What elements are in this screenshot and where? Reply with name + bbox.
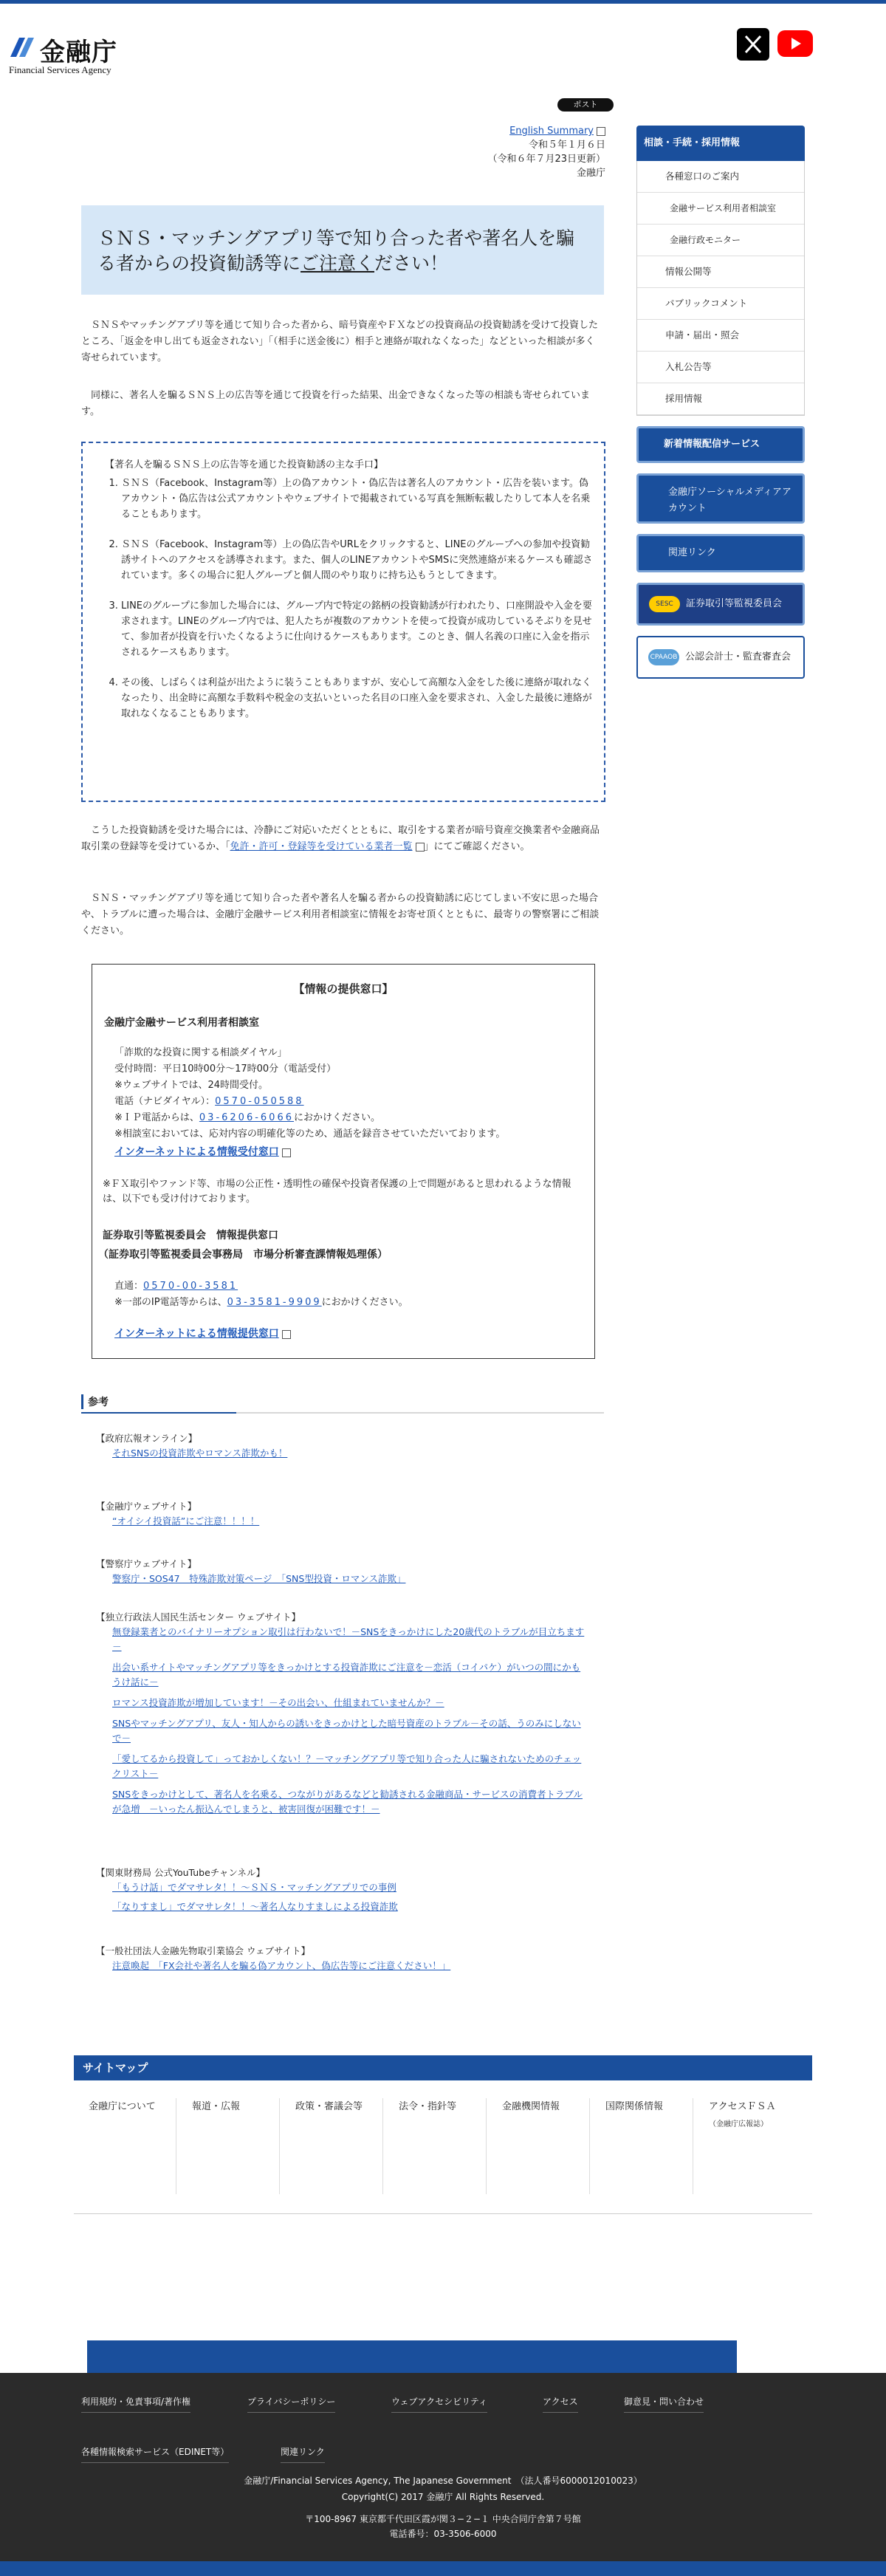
ref-link[interactable]: “オイシイ投資話”にご注意！！！！ [112, 1515, 260, 1527]
external-link-icon [416, 843, 425, 852]
sidebar-item-tenders[interactable]: 入札公告等 [637, 352, 804, 383]
navi-dial-line [114, 1095, 304, 1109]
sesc-logo: SESC [649, 596, 680, 612]
sidebar [636, 126, 805, 679]
ref-link[interactable]: 警察庁・SOS47 特殊詐欺対策ページ 「SNS型投資・ロマンス詐欺」 [112, 1573, 406, 1584]
fsa-logo-mark-icon [9, 36, 38, 58]
footer-phone: 電話番号：03-3506-6000 [389, 2529, 497, 2539]
page-title-box [81, 205, 604, 295]
navi-dial-number[interactable]: 0570-050588 [215, 1096, 304, 1107]
dial-name: 「詐欺的な投資に関する相談ダイヤル」 [114, 1047, 287, 1058]
update-date: （令和６年７月23日更新） [487, 154, 605, 165]
scam-methods-heading: 【著名人を騙るＳＮＳ上の広告等を通じた投資勧誘の主な手口】 [105, 459, 384, 470]
sesc-label: 証券取引等監視委員会 [686, 598, 783, 609]
access-fsa-label: アクセスＦＳＡ [709, 2101, 776, 2112]
footer-agency: 金融庁/Financial Services Agency, The Japanese Government （法人番号6000012010023） [244, 2476, 642, 2486]
footer-link-privacy[interactable]: プライバシーポリシー [247, 2395, 335, 2413]
external-link-icon [282, 1330, 291, 1339]
ip-phone-number-2[interactable]: 03-3581-9909 [227, 1297, 322, 1308]
sidebar-item-contact[interactable]: 各種窓口のご案内 [637, 161, 804, 193]
consult-paragraph: ＳＮＳ・マッチングアプリ等を通じて知り合った者や著名人を騙る者からの投資勧誘に応じてしまい不安に思った場合や、トラブルに遭った場合は、金融庁金融サービス利用者相談室に情報をお寄せ頂くとともに、最寄りの警察署にご相談ください。 [81, 893, 600, 936]
ref-link[interactable]: SNSをきっかけとして、著名人を名乗る、つながりがあるなどと勧誘される金融商品・サービスの消費者トラブルが急増 －いったん振込んでしまうと、被害回復が困難です！－ [112, 1789, 583, 1815]
page-meta [487, 124, 605, 180]
ref-group-ncac [96, 1610, 613, 1817]
internet-report-link[interactable]: インターネットによる情報提供窓口 [114, 1328, 279, 1340]
sidebar-item-recruitment[interactable]: 採用情報 [637, 383, 804, 415]
scam-methods-box [81, 442, 605, 802]
ref-link[interactable]: 出会い系サイトやマッチングアプリ等をきっかけとする投資詐欺にご注意を－恋活（コイパケ）がいつの間にかもうけ話に－ [112, 1662, 581, 1688]
list-item: 2. ＳＮＳ（Facebook、Instagram等）上の偽広告やURLをクリックすると、LINEのグループへの参加や投資勧誘サイトへのアクセスを誘導されます。また、個人のLINEアカウントやSMSに突然連絡が来るケースも確認されています。多くの場合に犯人グループと個人間のやり取りに持ち込もうとしてきます。 [121, 537, 594, 583]
ref-group-name: 【関東財務局 公式YouTubeチャンネル】 [96, 1867, 266, 1878]
contact-info-box [92, 964, 595, 1359]
sesc-office-name: 証券取引等監視委員会 情報提供窓口 [103, 1230, 278, 1241]
ip-phone-text-2: ※一部のIP電話等からは、 [114, 1297, 227, 1308]
reference-divider [81, 1412, 604, 1414]
youtube-icon[interactable] [777, 30, 813, 57]
list-item: 1. ＳＮＳ（Facebook、Instagram等）上の偽アカウント・偽広告は著名人のアカウント・広告を装います。偽アカウント・偽広告は公式アカウントやウェブサイトで掲載されている写真を無断転載したりして本人を名乗ることもあります。 [121, 476, 594, 522]
x-post-label: ポスト [573, 100, 598, 109]
registered-firms-link[interactable]: 免許・許可・登録等を受けている業者一覧 [230, 841, 413, 852]
ref-group-name: 【政府広報オンライン】 [96, 1433, 198, 1444]
sidebar-item-monitor[interactable]: 金融行政モニター [637, 225, 804, 256]
sitemap-link-about[interactable]: 金融庁について [89, 2098, 176, 2194]
x-post-button[interactable] [557, 98, 614, 112]
sitemap-link-international[interactable]: 国際関係情報 [605, 2098, 693, 2194]
sitemap [74, 2080, 812, 2214]
internet-report-line [114, 1326, 291, 1342]
page-title [97, 226, 592, 276]
bottom-accent-bar [0, 2561, 886, 2576]
external-link-icon [282, 1148, 291, 1157]
ip-phone-line [114, 1111, 380, 1126]
footer-link-terms[interactable]: 利用規約・免責事項/著作権 [81, 2395, 190, 2413]
title-underlined: ご注意く [301, 253, 375, 274]
scam-methods-list [105, 476, 594, 736]
ref-link[interactable]: それSNSの投資詐欺やロマンス詐欺かも！ [112, 1448, 288, 1459]
sesc-button[interactable] [636, 583, 805, 626]
internet-reception-link[interactable]: インターネットによる情報受付窓口 [114, 1146, 279, 1158]
sitemap-link-institutions[interactable]: 金融機関情報 [502, 2098, 590, 2194]
footer-link-related[interactable]: 関連リンク [281, 2445, 325, 2463]
title-part2: ださい！ [374, 253, 449, 274]
publish-date: 令和５年１月６日 [528, 140, 605, 151]
ref-group-name: 【一般社団法人金融先物取引業協会 ウェブサイト】 [96, 1945, 311, 1956]
site-header [0, 4, 886, 81]
sitemap-link-press[interactable]: 報道・広報 [192, 2098, 280, 2194]
sidebar-item-public-comment[interactable]: パブリックコメント [637, 288, 804, 320]
ref-link[interactable]: ロマンス投資詐欺が増加しています！－その出会い、仕組まれていませんか？－ [112, 1697, 444, 1708]
list-item: 4. その後、しばらくは利益が出たように装うこともありますが、安心して高額な入金をした後に連絡が取れなくなったり、出金時に高額な手数料や税金の支払いといった名目の口座入金を要求され、入金した最後に連絡が取れなくなることもあります。 [121, 675, 594, 722]
ref-group-fsa [96, 1499, 613, 1529]
footer-link-edinet[interactable]: 各種情報検索サービス（EDINET等） [81, 2445, 229, 2463]
news-delivery-button[interactable]: 新着情報配信サービス [636, 426, 805, 463]
related-links-button[interactable]: 関連リンク [636, 534, 805, 572]
ref-group-name: 【警察庁ウェブサイト】 [96, 1558, 197, 1569]
footer-link-access[interactable]: アクセス [543, 2395, 578, 2413]
footer-address: 〒100-8967 東京都千代田区霞が関３−２−１ 中央合同庁舎第７号館 [305, 2514, 581, 2524]
sidebar-list [636, 161, 805, 416]
ip-phone-line-2 [114, 1295, 408, 1310]
ref-group-ffaj [96, 1944, 613, 1973]
sidebar-item-applications[interactable]: 申請・届出・照会 [637, 320, 804, 352]
logo-name: 金融庁 [40, 38, 117, 67]
sitemap-link-policy[interactable]: 政策・審議会等 [295, 2098, 383, 2194]
cpaaob-button[interactable] [636, 636, 805, 679]
reception-hours: 受付時間：平日10時00分〜17時00分（電話受付） [114, 1063, 337, 1075]
web-24h-note: ※ウェブサイトでは、24時間受付。 [114, 1080, 269, 1091]
sidebar-heading: 相談・手続・採用情報 [636, 126, 805, 161]
ref-link[interactable]: 「愛してるから投資して」っておかしくない！？－マッチングアプリ等で知り合った人に騙されないためのチェックリスト－ [112, 1753, 582, 1779]
reference-divider-accent [81, 1412, 236, 1414]
sitemap-heading: サイトマップ [74, 2055, 812, 2080]
ref-group-kanto [96, 1866, 613, 1914]
intro-paragraph-2: 同様に、著名人を騙るＳＮＳ上の広告等を通じて投資を行った結果、出金できなくなった等の相談も寄せられています。 [81, 390, 591, 417]
recording-note: ※相談室においては、応対内容の明確化等のため、通話を録音させていただいております。 [114, 1128, 506, 1140]
ref-link[interactable]: 無登録業者とのバイナリーオプション取引は行わないで！－SNSをきっかけにした20歳代のトラブルが目立ちます－ [112, 1626, 585, 1652]
footer-accent [87, 2340, 737, 2373]
x-twitter-icon[interactable] [737, 28, 769, 61]
advice-paragraph [81, 823, 604, 855]
sitemap-link-laws[interactable]: 法令・指針等 [399, 2098, 487, 2194]
footer-copyright: Copyright(C) 2017 金融庁 All Rights Reserved. [341, 2492, 545, 2502]
intro-paragraph-1: ＳＮＳやマッチングアプリ等を通じて知り合った者から、暗号資産やＦＸなどの投資商品の投資勧誘を受けて投資したところ、「返金を申し出ても返金されない」「（相手に送金後に）相手と連絡が取れなくなった」などといった相談が多く寄せられています。 [81, 320, 599, 363]
fsa-logo[interactable] [9, 32, 142, 78]
ref-link[interactable]: 注意喚起 「FX会社や著名人を騙る偽アカウント、偽広告等にご注意ください！」 [112, 1960, 451, 1971]
footer-link-accessibility[interactable]: ウェブアクセシビリティ [391, 2395, 487, 2413]
cpaaob-label: 公認会計士・監査審査会 [685, 651, 791, 662]
ip-phone-suffix: におかけください。 [294, 1112, 381, 1123]
sitemap-link-access-fsa[interactable] [709, 2098, 796, 2194]
ref-group-police [96, 1557, 613, 1586]
ref-group-name: 【金融庁ウェブサイト】 [96, 1501, 197, 1512]
ref-link[interactable]: 「なりすまし」でダマサレタ！！～著名人なりすましによる投資詐欺 [112, 1901, 398, 1912]
site-footer [0, 2373, 886, 2561]
internet-reception-line [114, 1145, 291, 1160]
ref-group-name: 【独立行政法人国民生活センター ウェブサイト】 [96, 1611, 301, 1623]
ip-phone-text: ※ＩＰ電話からは、 [114, 1112, 199, 1123]
tel-label: 電話（ナビダイヤル）： [114, 1096, 216, 1107]
logo-english: Financial Services Agency [9, 64, 111, 75]
ref-link[interactable]: 「もうけ話」でダマサレタ！！～ＳＮＳ・マッチングアプリでの事例 [112, 1882, 396, 1893]
advice-text-1: こうした投資勧誘を受けた場合には、冷静にご対応いただくとともに、取引をする業者が暗号資産交換業者や金融商品取引業の登録等を受けているか、「 [81, 825, 600, 852]
title-part1: ＳＮＳ・マッチングアプリ等で知り合った者や著名人を騙る者からの投資勧誘等に [97, 227, 575, 274]
ip-phone-number[interactable]: 03-6206-6066 [199, 1112, 294, 1123]
fx-note: ※ＦＸ取引やファンド等、市場の公正性・透明性の確保や投資者保護の上で問題があると思われるような情報は、以下でも受け付けております。 [103, 1179, 571, 1205]
contact-title: 【情報の提供窓口】 [293, 982, 394, 996]
ref-group-gov [96, 1431, 613, 1461]
direct-label: 直通： [114, 1281, 144, 1292]
sidebar-item-consumer-office[interactable]: 金融サービス利用者相談室 [637, 193, 804, 225]
sesc-office-detail: （証券取引等監視委員会事務局 市場分析審査課情報処理係） [98, 1249, 388, 1261]
direct-number[interactable]: 0570-00-3581 [143, 1281, 238, 1292]
access-fsa-sub: （金融庁広報誌） [709, 2120, 768, 2128]
sidebar-item-disclosure[interactable]: 情報公開等 [637, 256, 804, 288]
external-link-icon [597, 127, 605, 136]
cpaaob-logo: CPAAOB [648, 649, 679, 665]
social-media-button[interactable]: 金融庁ソーシャルメディアアカウント [636, 473, 805, 524]
footer-link-contact[interactable]: 御意見・問い合わせ [624, 2395, 704, 2413]
agency-label: 金融庁 [576, 168, 605, 179]
english-summary-link[interactable]: English Summary [509, 126, 594, 137]
list-item: 3. LINEのグループに参加した場合には、グループ内で特定の銘柄の投資勧誘が行われたり、口座開設や入金を要求されます。LINEのグループ内では、犯人たちが複数のアカウントを使って投資が成功しているそぶりを見せて、参加者が投資を行いたくなるように仕向けるケースもあります。このとき、個人名義の口座に入金を指示されるケースもあります。 [121, 598, 594, 660]
reference-heading: 参考 [81, 1394, 109, 1409]
consumer-office-name: 金融庁金融サービス利用者相談室 [104, 1017, 259, 1029]
direct-line [114, 1279, 238, 1294]
ref-link[interactable]: SNSやマッチングアプリ、友人・知人からの誘いをきっかけとした暗号資産のトラブル－その話、うのみにしないで－ [112, 1718, 581, 1744]
advice-text-2: 」にてご確認ください。 [424, 841, 530, 852]
ip-phone-suffix-2: におかけください。 [321, 1297, 408, 1308]
